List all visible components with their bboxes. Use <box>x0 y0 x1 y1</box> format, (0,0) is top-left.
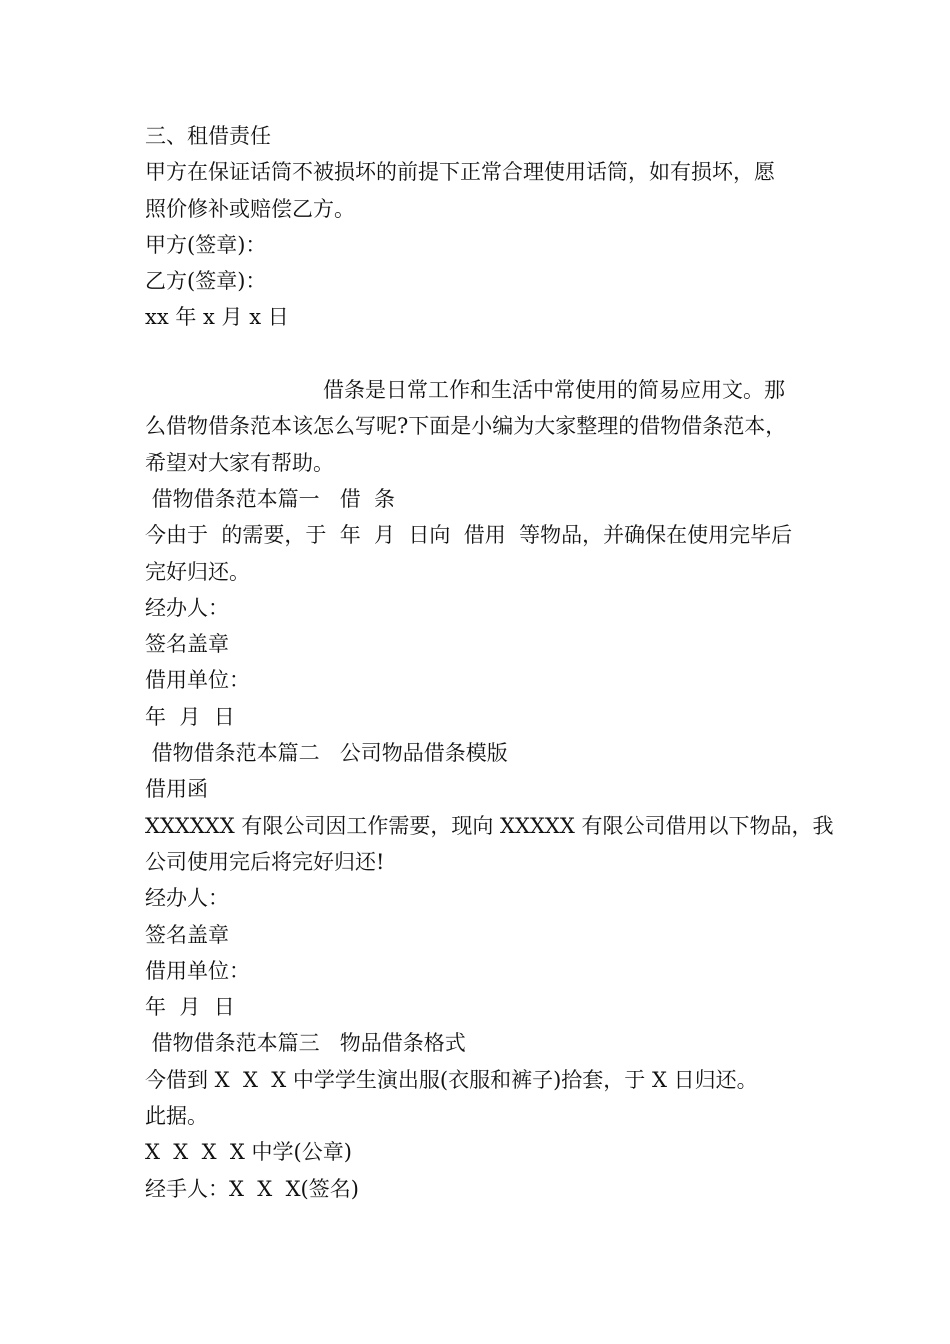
date-line: 年 月 日 <box>145 704 235 729</box>
paragraph-line: 甲方在保证话筒不被损坏的前提下正常合理使用话筒，如有损坏，愿 <box>145 160 775 185</box>
school-seal-line: X X X X 中学(公章) <box>145 1140 352 1165</box>
paragraph-line: 公司使用完后将完好归还! <box>145 849 385 874</box>
handler-signature-line: 经手人：X X X(签名) <box>145 1176 359 1201</box>
paragraph-line: 今借到 X X X 中学学生演出服(衣服和裤子)拾套，于 X 日归还。 <box>145 1067 758 1092</box>
date-line: xx 年 x 月 x 日 <box>145 305 289 330</box>
handler-line: 经办人： <box>145 595 229 620</box>
paragraph-line: 照价修补或赔偿乙方。 <box>145 196 355 221</box>
paragraph-line: XXXXXX 有限公司因工作需要，现向 XXXXX 有限公司借用以下物品，我 <box>145 813 834 838</box>
party-b-signature-line: 乙方(签章)： <box>145 269 267 294</box>
borrowing-unit-line: 借用单位： <box>145 958 250 983</box>
signature-seal-line: 签名盖章 <box>145 922 229 947</box>
borrowing-unit-line: 借用单位： <box>145 668 250 693</box>
intro-line: 借条是日常工作和生活中常使用的简易应用文。那 <box>323 378 785 403</box>
date-line: 年 月 日 <box>145 995 235 1020</box>
letter-title: 借用函 <box>145 777 208 802</box>
sample-one-heading: 借物借条范本篇一 借 条 <box>145 486 396 511</box>
intro-line: 么借物借条范本该怎么写呢?下面是小编为大家整理的借物借条范本， <box>145 414 787 439</box>
sample-two-heading: 借物借条范本篇二 公司物品借条模版 <box>145 741 508 766</box>
signature-seal-line: 签名盖章 <box>145 632 229 657</box>
party-a-signature-line: 甲方(签章)： <box>145 232 267 257</box>
paragraph-line: 此据。 <box>145 1104 208 1129</box>
blank-line <box>145 336 815 372</box>
section-heading-rental-responsibility: 三、租借责任 <box>145 124 271 148</box>
handler-line: 经办人： <box>145 886 229 911</box>
intro-line: 希望对大家有帮助。 <box>145 450 334 475</box>
document-body <box>145 118 834 1207</box>
sample-three-heading: 借物借条范本篇三 物品借条格式 <box>145 1031 466 1056</box>
paragraph-line: 今由于 的需要，于 年 月 日向 借用 等物品，并确保在使用完毕后 <box>145 523 793 548</box>
paragraph-line: 完好归还。 <box>145 559 250 584</box>
